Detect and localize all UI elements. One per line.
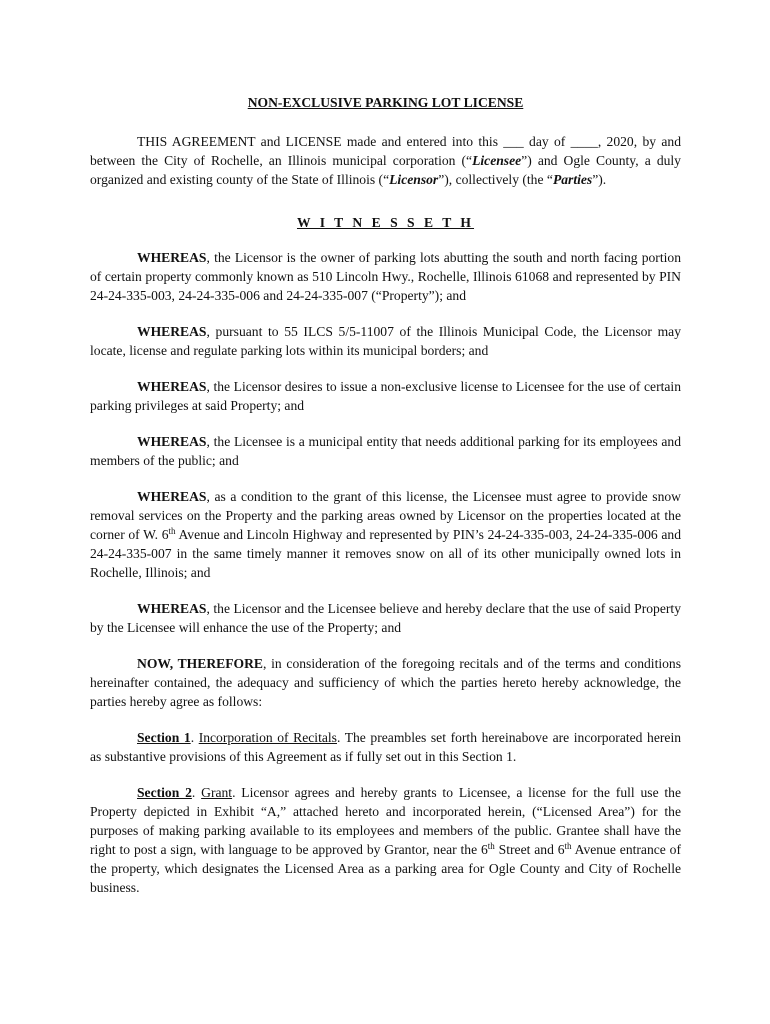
whereas-text: , the Licensor desires to issue a non-exclusive license to Licensee for the use of certain parking privileges at said Property; and (90, 379, 681, 413)
parties-term: Parties (552, 172, 593, 187)
licensor-term: Licensor (389, 172, 439, 187)
ordinal-suffix: th (487, 841, 495, 851)
witnesseth-heading: W I T N E S S E T H (296, 215, 475, 230)
whereas-label: WHEREAS (137, 324, 207, 339)
intro-paragraph (90, 132, 681, 189)
section-2-title: Grant (201, 785, 233, 800)
whereas-label: WHEREAS (137, 489, 207, 504)
whereas-paragraph-2 (90, 322, 681, 360)
section-2-text: Street and 6 (494, 842, 565, 857)
intro-text-2: ”) and Ogle County, a duly organized and existing county of the State of Illinois (“ (90, 153, 681, 187)
intro-text-4: ”). (592, 172, 607, 187)
section-1-title: Incorporation of Recitals (198, 730, 337, 745)
now-therefore-text: , in consideration of the foregoing recitals and of the terms and conditions hereinafter contained, the adequacy and sufficiency of which the parties hereto hereby acknowledge, the parties hereby agree as follows: (90, 656, 682, 709)
ordinal-suffix: th (168, 526, 176, 536)
intro-text-1: THIS AGREEMENT and LICENSE made and entered into this ___ day of ____, 2020, by and between the City of Rochelle, an Illinois municipal corporation (“ (90, 134, 681, 168)
whereas-text: , as a condition to the grant of this license, the Licensee must agree to provide snow removal services on the Property and the parking areas owned by Licensor on the properties located at the corner of W. 6 (90, 489, 681, 542)
now-therefore-paragraph (90, 654, 681, 711)
now-therefore-label: NOW, THEREFORE (137, 656, 263, 671)
licensee-term: Licensee (472, 153, 522, 168)
whereas-label: WHEREAS (137, 434, 207, 449)
document-body (90, 93, 681, 914)
section-1-text: . The preambles set forth hereinabove are incorporated herein as substantive provisions of this Agreement as if fully set out in this Section 1. (90, 730, 682, 764)
section-2-text: Avenue entrance of the property, which designates the Licensed Area as a parking area for Ogle County and City of Rochelle business. (90, 842, 681, 895)
section-2-label: Section 2 (137, 785, 192, 800)
whereas-text: , pursuant to 55 ILCS 5/5-11007 of the Illinois Municipal Code, the Licensor may locate, license and regulate parking lots within its municipal borders; and (90, 324, 681, 358)
whereas-text: , the Licensor is the owner of parking lots abutting the south and north facing portion of certain property commonly known as 510 Lincoln Hwy., Rochelle, Illinois 61068 and represented by PIN 24-24-335-003, 24-24-335-006 and 24-24-335-007 (“Property”); and (90, 250, 681, 303)
ordinal-suffix: th (564, 841, 572, 851)
section-2-text: . Licensor agrees and hereby grants to Licensee, a license for the full use the Property depicted in Exhibit “A,” attached hereto and incorporated herein, (“Licensed Area”) for the purposes of making parking available to its employees and members of the public. Grantee shall have the right to post a sign, with language to be approved by Grantor, near the 6 (90, 785, 682, 857)
document-title: NON-EXCLUSIVE PARKING LOT LICENSE (247, 95, 524, 110)
whereas-text: , the Licensor and the Licensee believe and hereby declare that the use of said Property by the Licensee will enhance the use of the Property; and (90, 601, 681, 635)
whereas-text: Avenue and Lincoln Highway and represented by PIN’s 24-24-335-003, 24-24-335-006 and 24-24-335-007 in the same timely manner it removes snow on all of its other municipally owned lots in Rochelle, Illinois; and (90, 527, 682, 580)
section-2-paragraph: Section 2. Grant. Licensor agrees and hereby grants to Licensee, a license for the full use the Property depicted in Exhibit “A,” attached hereto and incorporated herein, (“Licensed Area”) for the purposes of making parking available to its employees and members of the public. Grantee shall have the right to post a sign, with language to be approved by Grantor, near the 6th Street and 6th Avenue entrance of the property, which designates the Licensed Area as a parking area for Ogle County and City of Rochelle business. (90, 785, 682, 895)
whereas-paragraph-3 (90, 377, 681, 415)
whereas-label: WHEREAS (137, 379, 207, 394)
whereas-paragraph-1 (90, 248, 681, 305)
whereas-paragraph-5 (90, 487, 681, 582)
section-1-paragraph: Section 1. Incorporation of Recitals. The preambles set forth hereinabove are incorporated herein as substantive provisions of this Agreement as if fully set out in this Section 1. (90, 730, 682, 764)
whereas-label: WHEREAS (137, 250, 207, 265)
section-1-label: Section 1 (137, 730, 191, 745)
intro-text-3: ”), collectively (the “ (438, 172, 553, 187)
whereas-paragraph-6 (90, 599, 681, 637)
whereas-text: , the Licensee is a municipal entity that needs additional parking for its employees and members of the public; and (90, 434, 681, 468)
whereas-label: WHEREAS (137, 601, 207, 616)
whereas-paragraph-4 (90, 432, 681, 470)
